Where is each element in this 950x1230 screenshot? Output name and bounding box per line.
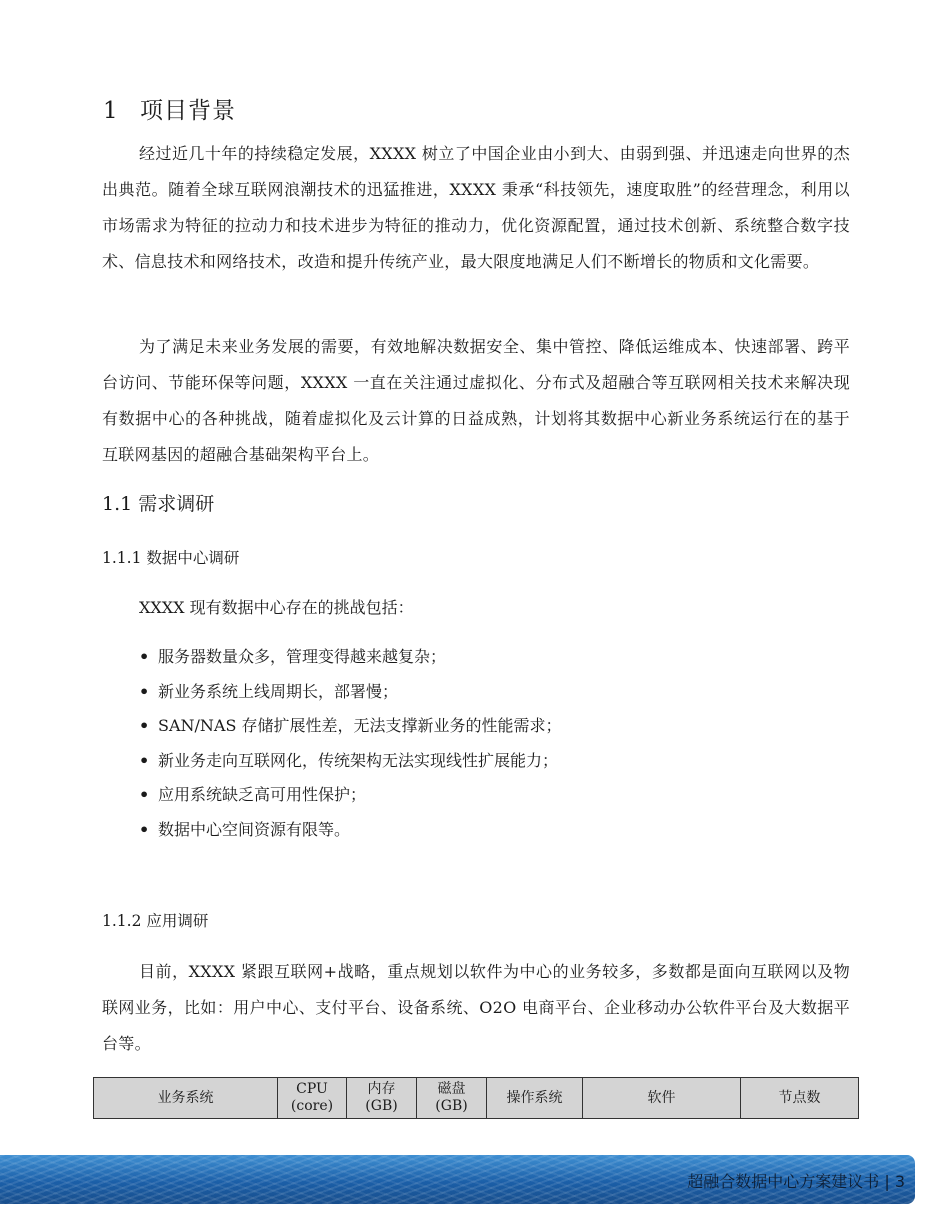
header-cpu: CPU (core) <box>278 1078 347 1119</box>
section-number: 1 <box>103 98 119 124</box>
header-memory: 内存 (GB) <box>347 1078 417 1119</box>
challenges-intro: XXXX 现有数据中心存在的挑战包括： <box>139 598 414 617</box>
list-item: • SAN/NAS 存储扩展性差，无法支撑新业务的性能需求； <box>139 709 562 744</box>
list-item: • 新业务走向互联网化，传统架构无法实现线性扩展能力； <box>139 744 562 779</box>
table-header-row <box>94 1078 859 1119</box>
section-heading-1-1: 1.1 需求调研 <box>102 493 215 515</box>
section-heading-1-1-1: 1.1.1 数据中心调研 <box>102 549 240 567</box>
bullet-icon: • <box>139 647 150 666</box>
list-item: • 数据中心空间资源有限等。 <box>139 813 562 848</box>
section-heading-1-1-2: 1.1.2 应用调研 <box>102 912 209 930</box>
list-item: • 服务器数量众多，管理变得越来越复杂； <box>139 640 562 675</box>
bullet-icon: • <box>139 681 150 701</box>
bullet-icon: • <box>139 716 150 735</box>
list-item: • 应用系统缺乏高可用性保护； <box>139 778 562 813</box>
section-heading-1 <box>103 92 236 125</box>
document-title: 超融合数据中心方案建议书 <box>687 1172 880 1191</box>
page-number: 3 <box>894 1172 905 1191</box>
bullet-icon: • <box>139 819 150 839</box>
bullet-icon: • <box>139 750 150 770</box>
header-business-system: 业务系统 <box>94 1078 278 1119</box>
footer-title <box>687 1169 905 1192</box>
list-item: • 新业务系统上线周期长，部署慢； <box>139 675 562 710</box>
bullet-icon: • <box>139 785 150 804</box>
section-title: 项目背景 <box>140 98 236 124</box>
header-os: 操作系统 <box>487 1078 583 1119</box>
footer-bar <box>0 1155 915 1204</box>
challenges-list <box>139 640 562 847</box>
header-disk: 磁盘 (GB) <box>417 1078 487 1119</box>
background-paragraph-2: 为了满足未来业务发展的需要，有效地解决数据安全、集中管控、降低运维成本、快速部署、跨平台访问、节能环保等问题，XXXX 一直在关注通过虚拟化、分布式及超融合等互联网相关技术来解决现有数据中心的各种挑战，随着虚拟化及云计算的日益成熟，计划将其数据中心新业务系统运行在的基于互联网基因的超融合基础架构平台上。 <box>102 337 850 464</box>
footer-separator: | <box>884 1172 890 1191</box>
background-paragraph-1: 经过近几十年的持续稳定发展，XXXX 树立了中国企业由小到大、由弱到强、并迅速走向世界的杰出典范。随着全球互联网浪潮技术的迅猛推进，XXXX 秉承“科技领先，速度取胜”的经营理念，利用以市场需求为特征的拉动力和技术进步为特征的推动力，优化资源配置，通过技术创新、系统整合数字技术、信息技术和网络技术，改造和提升传统产业，最大限度地满足人们不断增长的物质和文化需要。 <box>102 144 850 271</box>
application-table <box>93 1077 859 1119</box>
header-node-count: 节点数 <box>741 1078 859 1119</box>
application-paragraph: 目前，XXXX 紧跟互联网+战略，重点规划以软件为中心的业务较多，多数都是面向互联网以及物联网业务，比如：用户中心、支付平台、设备系统、O2O 电商平台、企业移动办公软件平台及大数据平台等。 <box>102 962 850 1053</box>
header-software: 软件 <box>583 1078 741 1119</box>
